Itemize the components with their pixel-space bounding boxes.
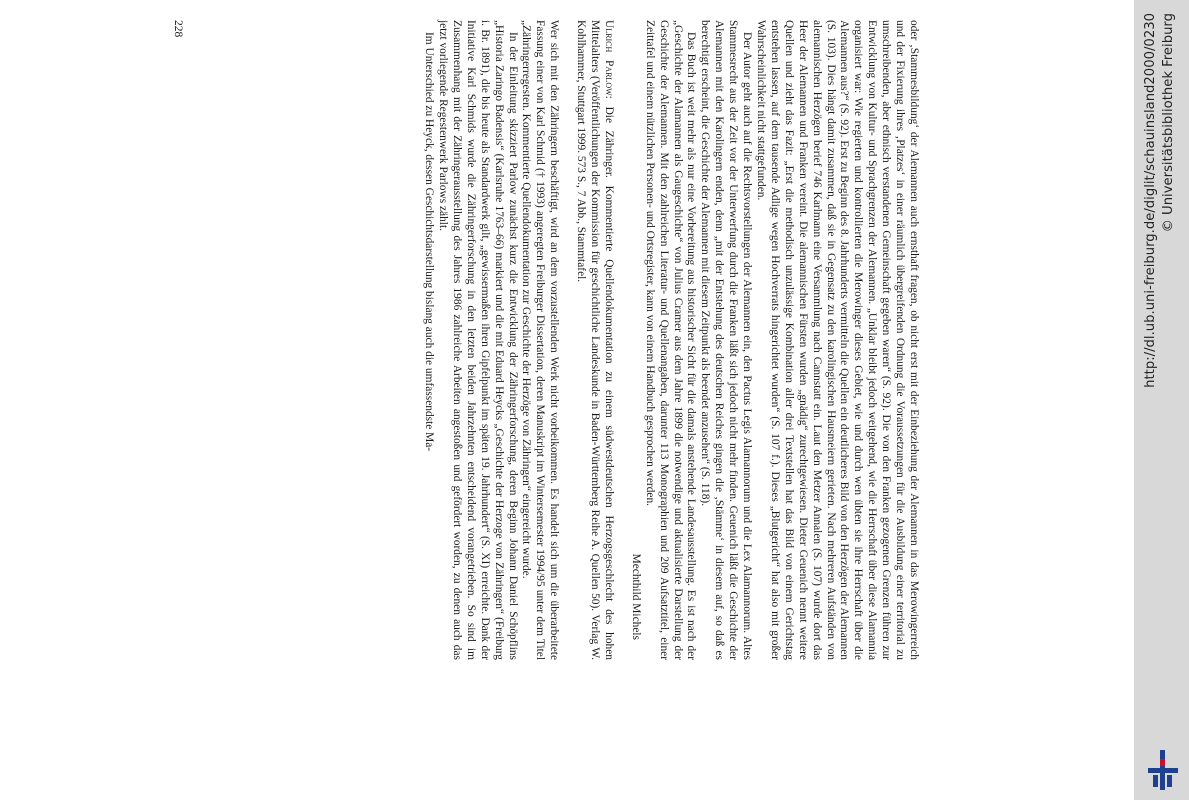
review-citation: Die Zähringer. Kommentierte Quellendokumentation zu einem südwestdeutschen Herzogsgeschlecht des hohen Mittelalters (Veröffentlichungen der Kommission für geschichtliche Landeskunde in Baden-Württemberg Reihe A. Quellen 50). Verlag W. Kohlhammer, Stuttgart 1999. 573 S., 7 Abb., Stammtafel. — [575, 20, 615, 660]
sidebar-caption — [1142, 0, 1178, 795]
paragraph: Der Autor geht auch auf die Rechtsvorstellungen der Alemannen ein, den Pactus Legis Alamannorum und die Lex Alamannorum. Altes Stammesrecht aus der Zeit vor der Unterwerfung durch die Franken läßt sich jedoch nicht mehr finden. Geuenich läßt die Geschichte der Alemannen mit den Karolingern enden, denn „mit der Entstehung des deutschen Reiches gingen die ‚Stämme‘ in diesem auf, so daß es berechtigt erscheint, die Geschichte der Alemannen mit diesem Zeitpunkt als beendet anzusehen“ (S. 118). — [699, 20, 754, 660]
paragraph: Das Buch ist weit mehr als nur eine Vorbereitung aus historischer Sicht für die damals anstehende Landesausstellung. Es ist nach der „Geschichte der Alamannen als Gaugeschichte“ von Julius Cramer aus dem Jahre 1899 die notwendige und aktualisierte Darstellung der Geschichte der Alemannen. Mit den zahlreichen Literatur- und Quellenangaben, darunter 113 Monographien und 209 Aufsatztitel, einer Zeittafel und einem nützlichen Personen- und Ortsregister, kann von einem Handbuch gesprochen werden. — [643, 20, 698, 660]
ub-freiburg-logo-icon — [1142, 748, 1184, 792]
spacer — [615, 20, 628, 660]
page-content — [160, 20, 920, 660]
review-signature: Mechthild Michels — [629, 553, 642, 640]
paragraph: Wer sich mit den Zähringern beschäftigt, wird an dem vorzustellenden Werk nicht vorbeikommen. Es handelt sich um die überarbeitete Fassung einer von Karl Schmid († 1993) angeregten Freiburger Dissertation, deren Manuskript im Wintersemester 1994/95 unter dem Titel „Zähringerregesten. Kommentierte Quellendokumentation zur Geschichte der Herzöge von Zähringen“ eingereicht wurde. — [520, 20, 561, 660]
paragraph: oder ‚Stammesbildung‘ der Alemannen auch ernsthaft fragen, ob nicht erst mit der Einbeziehung der Alemannen in das Merowingerreich und der Fixierung ihres ‚Platzes‘ in einer räumlich übergreifenden Ordnung die Voraussetzungen für die Ausbildung einer territorial zu umschreibenden, aber ethnisch verstandenen Gemeinschaft gegeben waren“ (S. 92). Die von den Franken gezogenen Grenzen führen zur Entwicklung von Kultur- und Sprachgrenzen der Alemannen. „Unklar bleibt jedoch weitgehend, wie die Herrschaft über diese Alamannia organisiert war: Wie regierten und kontrollierten die Merowinger dieses Gebiet, wie und durch wen übten sie ihre Herrschaft über die Alemannen aus?“ (S. 92). Erst zu Beginn des 8. Jahrhunderts vermitteln die Quellen ein deutlicheres Bild von den Herzögen der Alemannen (S. 103). Dies hängt damit zusammen, daß sie in Gegensatz zu den karolingischen Hausmeiern gerieten. Nach mehreren Aufständen von alemannischen Herzögen berief 746 Karlmann eine Versammlung nach Cannstatt ein. Laut den Metzer Annalen (S. 107) wurde dort das Heer der Alemannen und Franken vereint. Die alemannischen Fürsten wurden „gnädig“ zurechtgewiesen. Dieter Geuenich nennt weitere Quellen und zieht das Fazit: „Erst die methodisch unzulässige Kombination aller drei Textstellen hat das Bild von einem Gerichtstag entstehen lassen, auf dem tausende Adlige wegen Hochverrats hingerichtet wurden“ (S. 107 f.). Dieses „Blutgericht“ hat also mit großer Wahrscheinlichkeit nicht stattgefunden. — [755, 20, 920, 660]
paragraph: In der Einleitung skizziert Parlow zunächst kurz die Entwicklung der Zähringerforschung, deren Beginn Johann Daniel Schöpflins „Historia Zaringo Badensis“ (Karlsruhe 1763–66) markiert und die mit Eduard Heycks „Geschichte der Herzoge von Zähringen“ (Freiburg i. Br. 1891), die bis heute als Standardwerk gilt, „gewissermaßen ihren Gipfelpunkt im späten 19. Jahrhundert“ (S. XI) erreichte. Dank der Initiative Karl Schmids wurde die Zähringerforschung in den letzten beiden Jahrzehnten entscheidend vorangetrieben. So sind im Zusammenhang mit der Zähringerausstellung des Jahres 1986 zahlreiche Arbeiten angestoßen und gefördert worden, zu denen auch das jetzt vorliegende Regestenwerk Parlows zählt. — [437, 20, 519, 660]
review-author: Ulrich Parlow: — [602, 20, 615, 99]
permalink-url[interactable]: http://dl.ub.uni-freiburg.de/diglit/schauinsland2000/0230 — [1143, 13, 1158, 388]
page-number: 228 — [172, 20, 184, 38]
spacer — [560, 20, 573, 660]
viewer-sidebar — [1134, 0, 1189, 800]
copyright-notice: © Universitätsbibliothek Freiburg — [1161, 13, 1176, 233]
review-heading — [573, 20, 615, 660]
rotated-text-block — [160, 20, 920, 660]
paragraph: Im Unterschied zu Heyck, dessen Geschichtsdarstellung bislang auch die umfassendste Ma- — [423, 32, 436, 452]
